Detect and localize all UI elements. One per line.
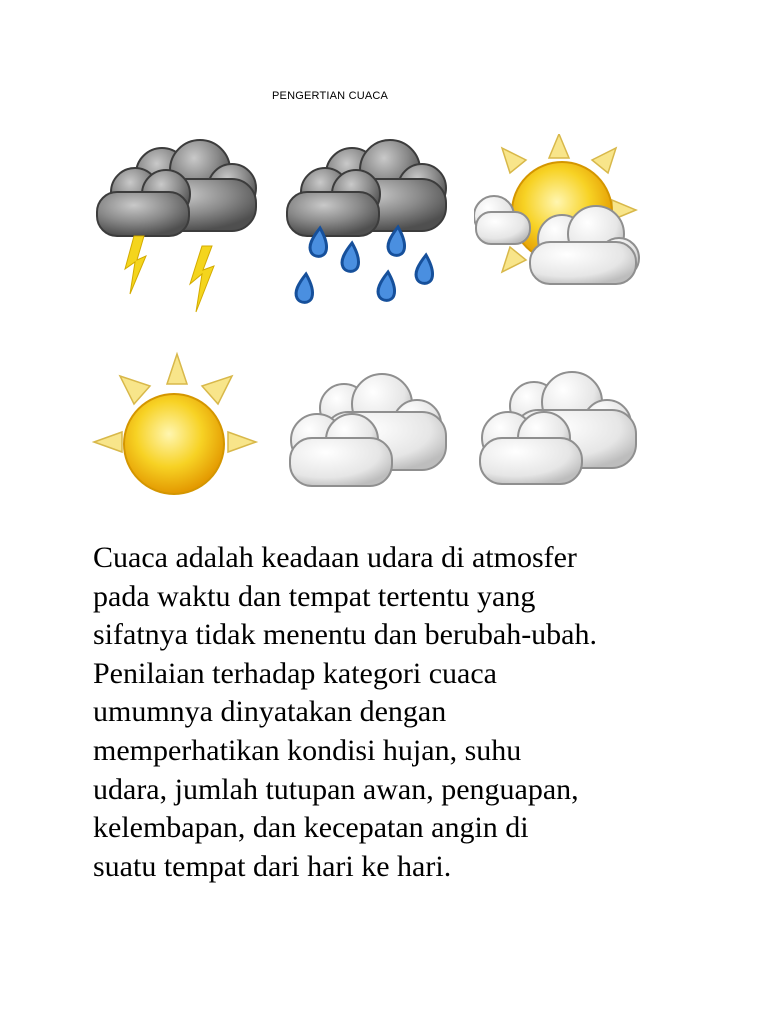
thunderstorm-icon: [92, 134, 272, 314]
paragraph-line: memperhatikan kondisi hujan, suhu: [93, 733, 522, 767]
body-paragraph: [93, 539, 693, 886]
rain-icon: [282, 134, 462, 314]
paragraph-line: suatu tempat dari hari ke hari.: [93, 849, 452, 883]
partly-sunny-icon: [474, 134, 654, 314]
paragraph-line: kelembapan, dan kecepatan angin di: [93, 811, 529, 845]
paragraph-line: sifatnya tidak menentu dan berubah-ubah.: [93, 618, 597, 652]
paragraph-line: pada waktu dan tempat tertentu yang: [93, 579, 536, 613]
paragraph-line: udara, jumlah tutupan awan, penguapan,: [93, 772, 579, 806]
sun-icon: [92, 320, 272, 500]
paragraph-line: Cuaca adalah keadaan udara di atmosfer: [93, 541, 577, 574]
cloudy-icon: [282, 320, 462, 500]
paragraph-line: umumnya dinyatakan dengan: [93, 695, 447, 729]
paragraph-line: Penilaian terhadap kategori cuaca: [93, 656, 497, 690]
weather-icons-grid: [92, 134, 648, 500]
page-title: PENGERTIAN CUACA: [272, 90, 389, 102]
cloudy-icon: [474, 320, 654, 500]
